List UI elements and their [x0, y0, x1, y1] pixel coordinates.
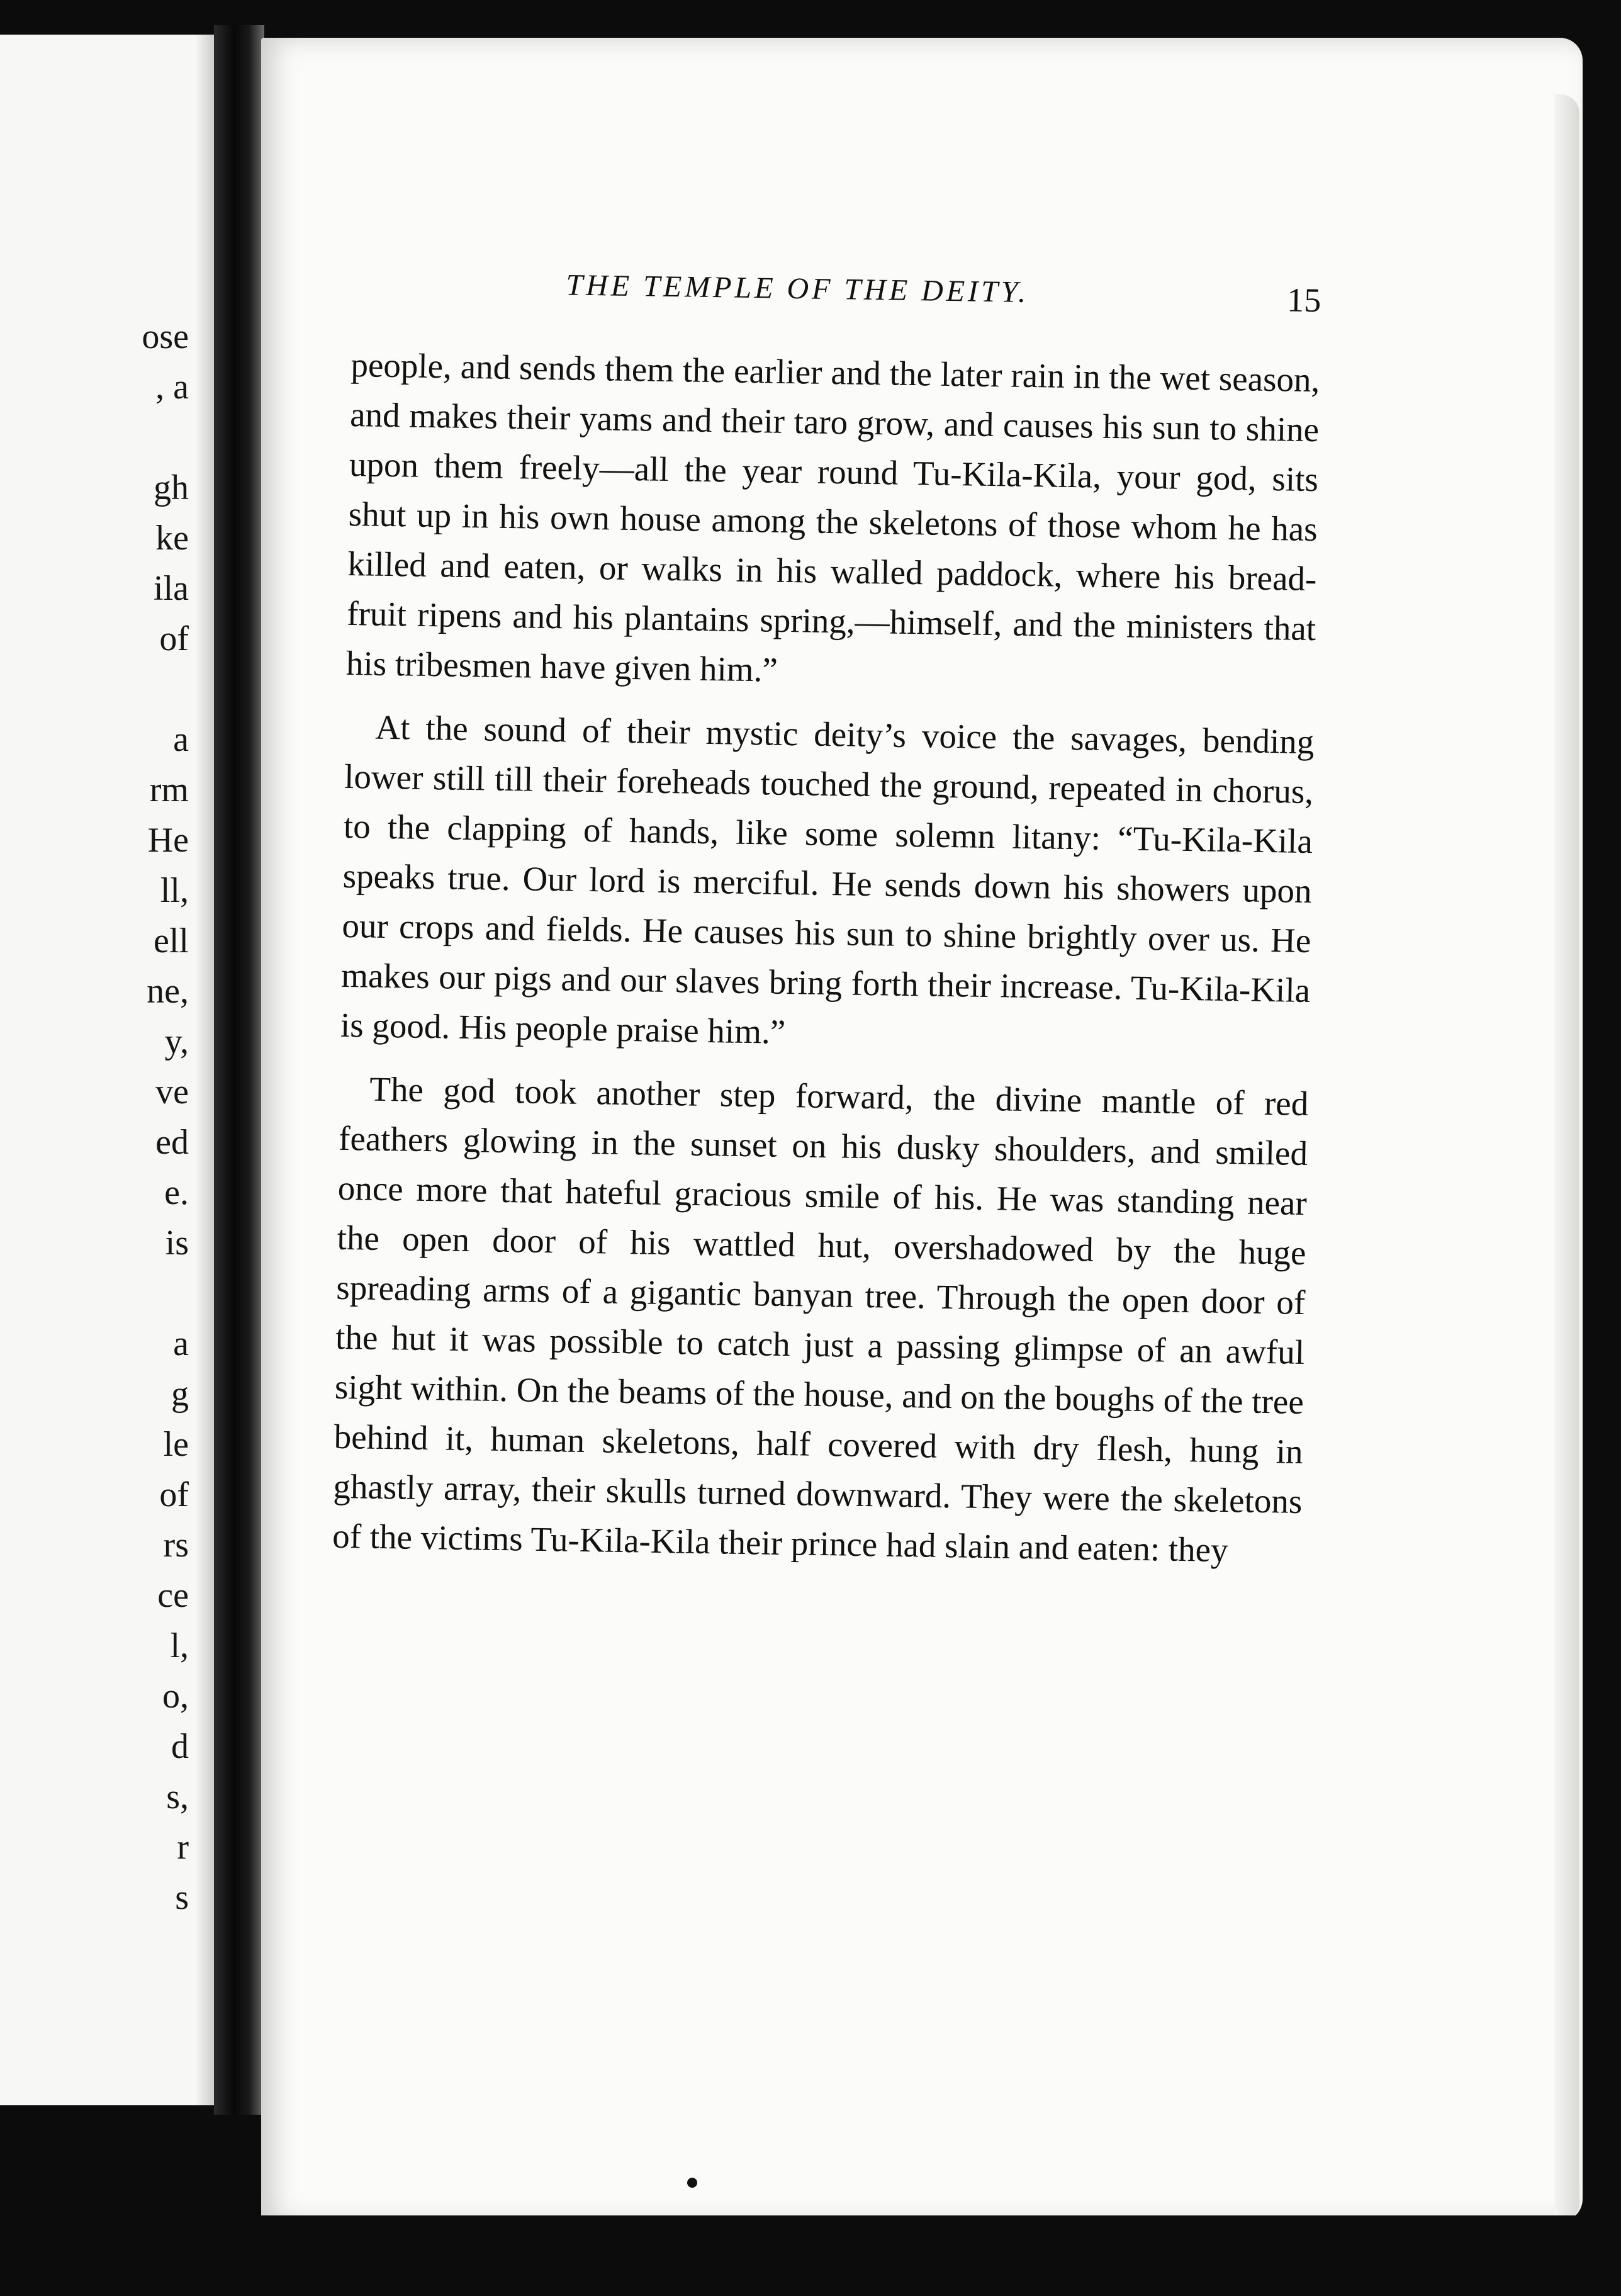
fragment-line: d	[171, 1727, 189, 1766]
fragment-line: , a	[155, 368, 189, 407]
fragment-line: ve	[155, 1072, 189, 1111]
fragment-line	[0, 412, 189, 463]
fragment-line: le	[163, 1425, 189, 1464]
fragment-line: He	[147, 821, 189, 860]
fragment-line: ose	[142, 317, 189, 356]
fragment-line: ll,	[160, 871, 189, 910]
fragment-line: ne,	[147, 972, 189, 1011]
fragment-line: r	[177, 1828, 189, 1867]
fragment-line: a	[173, 1324, 189, 1363]
fragment-line: rs	[163, 1526, 189, 1565]
previous-page-text-fragments	[0, 312, 189, 1923]
fragment-line: e.	[164, 1173, 189, 1212]
fragment-line: s,	[166, 1777, 189, 1816]
fragment-line	[0, 1268, 189, 1319]
fragment-line: gh	[154, 468, 189, 507]
previous-page	[0, 35, 214, 2105]
fragment-line: ke	[155, 519, 189, 558]
fragment-line	[0, 664, 189, 714]
scan-background	[0, 2215, 1621, 2296]
book-gutter	[214, 25, 264, 2115]
fragment-line: a	[173, 720, 189, 759]
fragment-line: ed	[155, 1123, 189, 1162]
running-title: THE TEMPLE OF THE DEITY.	[566, 268, 1029, 309]
fragment-line: rm	[149, 770, 189, 809]
fragment-line: s	[175, 1878, 189, 1917]
paragraph: At the sound of their mystic deity’s voice the savages, bending lower still till their foreheads touched the ground, repeated in chorus, to the clapping of hands, like some solemn litany: “Tu-Kila-Kila speaks true. Our lord is merciful. He sends down his showers upon our crops and fields. He causes his sun to shine brightly over us. He makes our pigs and our slaves bring forth their increase. Tu-Kila-Kila is good. His people praise him.”	[340, 707, 1315, 1051]
page-curve-shadow	[195, 35, 214, 2105]
fragment-line: is	[165, 1224, 189, 1263]
paragraph: The god took another step forward, the divine mantle of red feathers glowing in the sunset on his dusky shoulders, and smiled once more that hateful gracious smile of his. He was standing near the open door of his wattled hut, overshadowed by the huge spreading arms of a gigantic banyan tree. Through the open door of the hut it was possible to catch just a passing glimpse of an awful sight within. On the beams of the house, and on the boughs of the tree behind it, human skeletons, half covered with dry flesh, hung in ghastly array, their skulls turned downward. They were the skeletons of the victims Tu-Kila-Kila their prince had slain and eaten: they	[332, 1069, 1309, 1570]
fragment-line: ell	[154, 921, 189, 960]
fragment-line: l,	[170, 1626, 189, 1665]
fragment-line: g	[171, 1375, 189, 1414]
page-number: 15	[1286, 281, 1321, 320]
fragment-line: o,	[162, 1677, 189, 1716]
fragment-line: of	[159, 1475, 189, 1514]
running-head	[351, 264, 1321, 355]
fragment-line: of	[159, 619, 189, 658]
fragment-line: ila	[154, 569, 189, 608]
ink-speck	[687, 2178, 697, 2188]
fragment-line: y,	[164, 1022, 189, 1061]
paragraph: people, and sends them the earlier and the later rain in the wet season, and makes their yams and their taro grow, and causes his sun to shine upon them freely—all the year round Tu-Kila-Kila, your god, sits shut up in his own house among the skeletons of those whom he has killed and eaten, or walks in his walled paddock, where his bread-fruit ripens and his plantains spring,—himself, and the ministers that his tribesmen have given him.”	[345, 345, 1320, 689]
fragment-line: ce	[157, 1576, 189, 1615]
page-edge	[1554, 94, 1579, 2222]
page-text-block	[325, 264, 1321, 2017]
